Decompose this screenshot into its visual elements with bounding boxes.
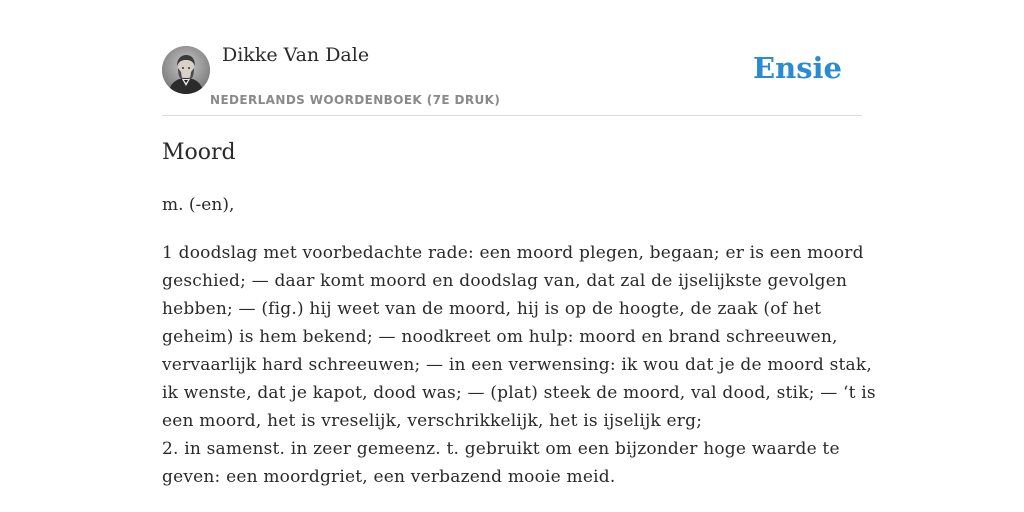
entry-definition — [162, 239, 876, 491]
brand-logo[interactable]: Ensie — [753, 51, 842, 85]
definition-line: geheim) is hem bekend; — noodkreet om hulp: moord en brand schreeuwen, — [162, 327, 838, 347]
author-avatar[interactable] — [162, 46, 210, 94]
portrait-photo-icon — [162, 46, 210, 94]
definition-line: geschied; — daar komt moord en doodslag van, dat zal de ijselijkste gevolgen — [162, 271, 848, 291]
definition-line: geven: een moordgriet, een verbazend mooie meid. — [162, 467, 616, 487]
entry-title: Moord — [162, 140, 236, 165]
definition-line: hebben; — (fig.) hij weet van de moord, hij is op de hoogte, de zaak (of het — [162, 299, 822, 319]
source-label[interactable]: NEDERLANDS WOORDENBOEK (7E DRUK) — [210, 93, 501, 107]
definition-line: 2. in samenst. in zeer gemeenz. t. gebruikt om een bijzonder hoge waarde te — [162, 439, 840, 459]
definition-line: vervaarlijk hard schreeuwen; — in een verwensing: ik wou dat je de moord stak, — [162, 355, 872, 375]
header — [162, 0, 862, 116]
author-name[interactable]: Dikke Van Dale — [222, 44, 370, 66]
entry-grammar: m. (-en), — [162, 195, 235, 215]
definition-line: ik wenste, dat je kapot, dood was; — (plat) steek de moord, val dood, stik; — ‘t is — [162, 383, 876, 403]
definition-line: 1 doodslag met voorbedachte rade: een moord plegen, begaan; er is een moord — [162, 243, 864, 263]
definition-line: een moord, het is vreselijk, verschrikkelijk, het is ijselijk erg; — [162, 411, 703, 431]
